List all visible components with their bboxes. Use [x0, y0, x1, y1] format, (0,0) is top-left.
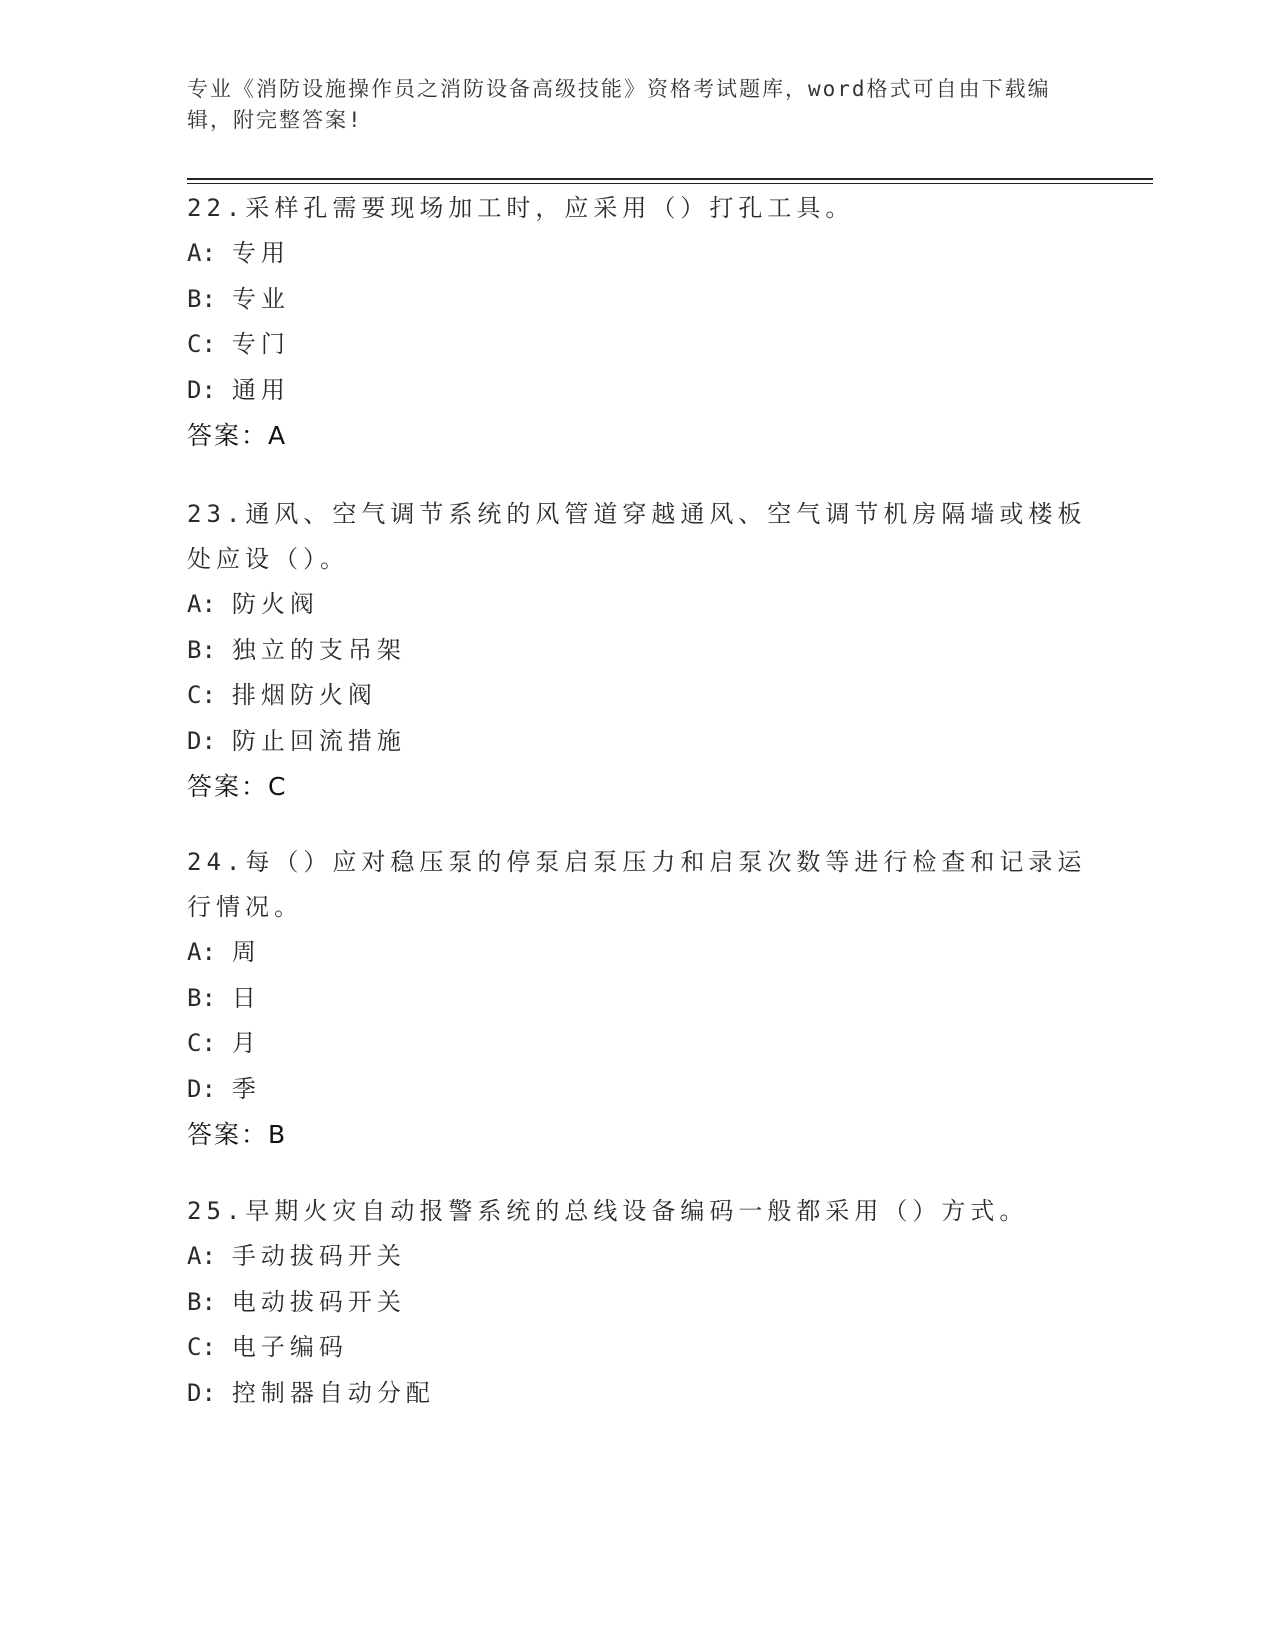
option-text: 专门	[231, 330, 290, 358]
option-letter: D:	[187, 1378, 216, 1407]
question-24	[187, 840, 1087, 1157]
option-c	[187, 1021, 1087, 1067]
option-text: 专用	[231, 239, 290, 267]
option-text: 电动拔码开关	[231, 1287, 406, 1316]
option-text: 手动拔码开关	[231, 1242, 406, 1270]
option-d	[187, 719, 1087, 765]
option-text: 排烟防火阀	[231, 681, 377, 709]
option-letter: D:	[187, 375, 216, 404]
answer-line: 答案：B	[187, 1120, 288, 1149]
option-text: 季	[231, 1074, 261, 1103]
question-22	[187, 186, 1087, 458]
header-divider-thick	[187, 178, 1153, 180]
option-c	[187, 1325, 1087, 1371]
option-a	[187, 1234, 1087, 1280]
answer-line: 答案：C	[187, 772, 288, 801]
document-header: 专业《消防设施操作员之消防设备高级技能》资格考试题库，word格式可自由下载编辑，附完整答案!	[187, 77, 1051, 132]
option-letter: B:	[187, 1287, 216, 1316]
option-a	[187, 231, 1087, 277]
option-letter: A:	[187, 1242, 216, 1270]
option-b	[187, 277, 1087, 323]
option-c	[187, 322, 1087, 368]
option-letter: B:	[187, 284, 216, 313]
question-stem: 25.早期火灾自动报警系统的总线设备编码一般都采用（）方式。	[187, 1197, 1029, 1225]
question-stem: 22.采样孔需要现场加工时，应采用（）打孔工具。	[187, 194, 855, 222]
option-d	[187, 1371, 1087, 1417]
option-letter: B:	[187, 983, 216, 1012]
question-25	[187, 1189, 1087, 1416]
option-text: 周	[231, 938, 261, 966]
option-text: 防火阀	[231, 590, 319, 618]
question-stem: 23.通风、空气调节系统的风管道穿越通风、空气调节机房隔墙或楼板处应设（）。	[187, 500, 1087, 573]
option-c	[187, 673, 1087, 719]
option-letter: D:	[187, 1074, 216, 1103]
option-text: 独立的支吊架	[231, 635, 406, 664]
option-text: 电子编码	[231, 1333, 348, 1361]
option-d	[187, 368, 1087, 414]
option-text: 月	[231, 1029, 261, 1057]
option-b	[187, 628, 1087, 674]
option-letter: C:	[187, 1333, 216, 1361]
option-text: 控制器自动分配	[231, 1378, 435, 1407]
option-letter: A:	[187, 590, 216, 618]
option-a	[187, 930, 1087, 976]
option-b	[187, 1280, 1087, 1326]
option-text: 日	[231, 983, 261, 1012]
option-text: 防止回流措施	[231, 726, 406, 755]
option-letter: A:	[187, 239, 216, 267]
option-letter: D:	[187, 726, 216, 755]
option-letter: C:	[187, 1029, 216, 1057]
option-letter: C:	[187, 681, 216, 709]
answer-line: 答案：A	[187, 421, 288, 450]
option-a	[187, 582, 1087, 628]
option-b	[187, 976, 1087, 1022]
option-text: 专业	[231, 284, 290, 313]
option-text: 通用	[231, 375, 290, 404]
question-23	[187, 492, 1087, 809]
header-divider-thin	[187, 183, 1153, 184]
option-letter: B:	[187, 635, 216, 664]
option-letter: A:	[187, 938, 216, 966]
option-letter: C:	[187, 330, 216, 358]
question-stem: 24.每（）应对稳压泵的停泵启泵压力和启泵次数等进行检查和记录运行情况。	[187, 848, 1087, 921]
option-d	[187, 1067, 1087, 1113]
